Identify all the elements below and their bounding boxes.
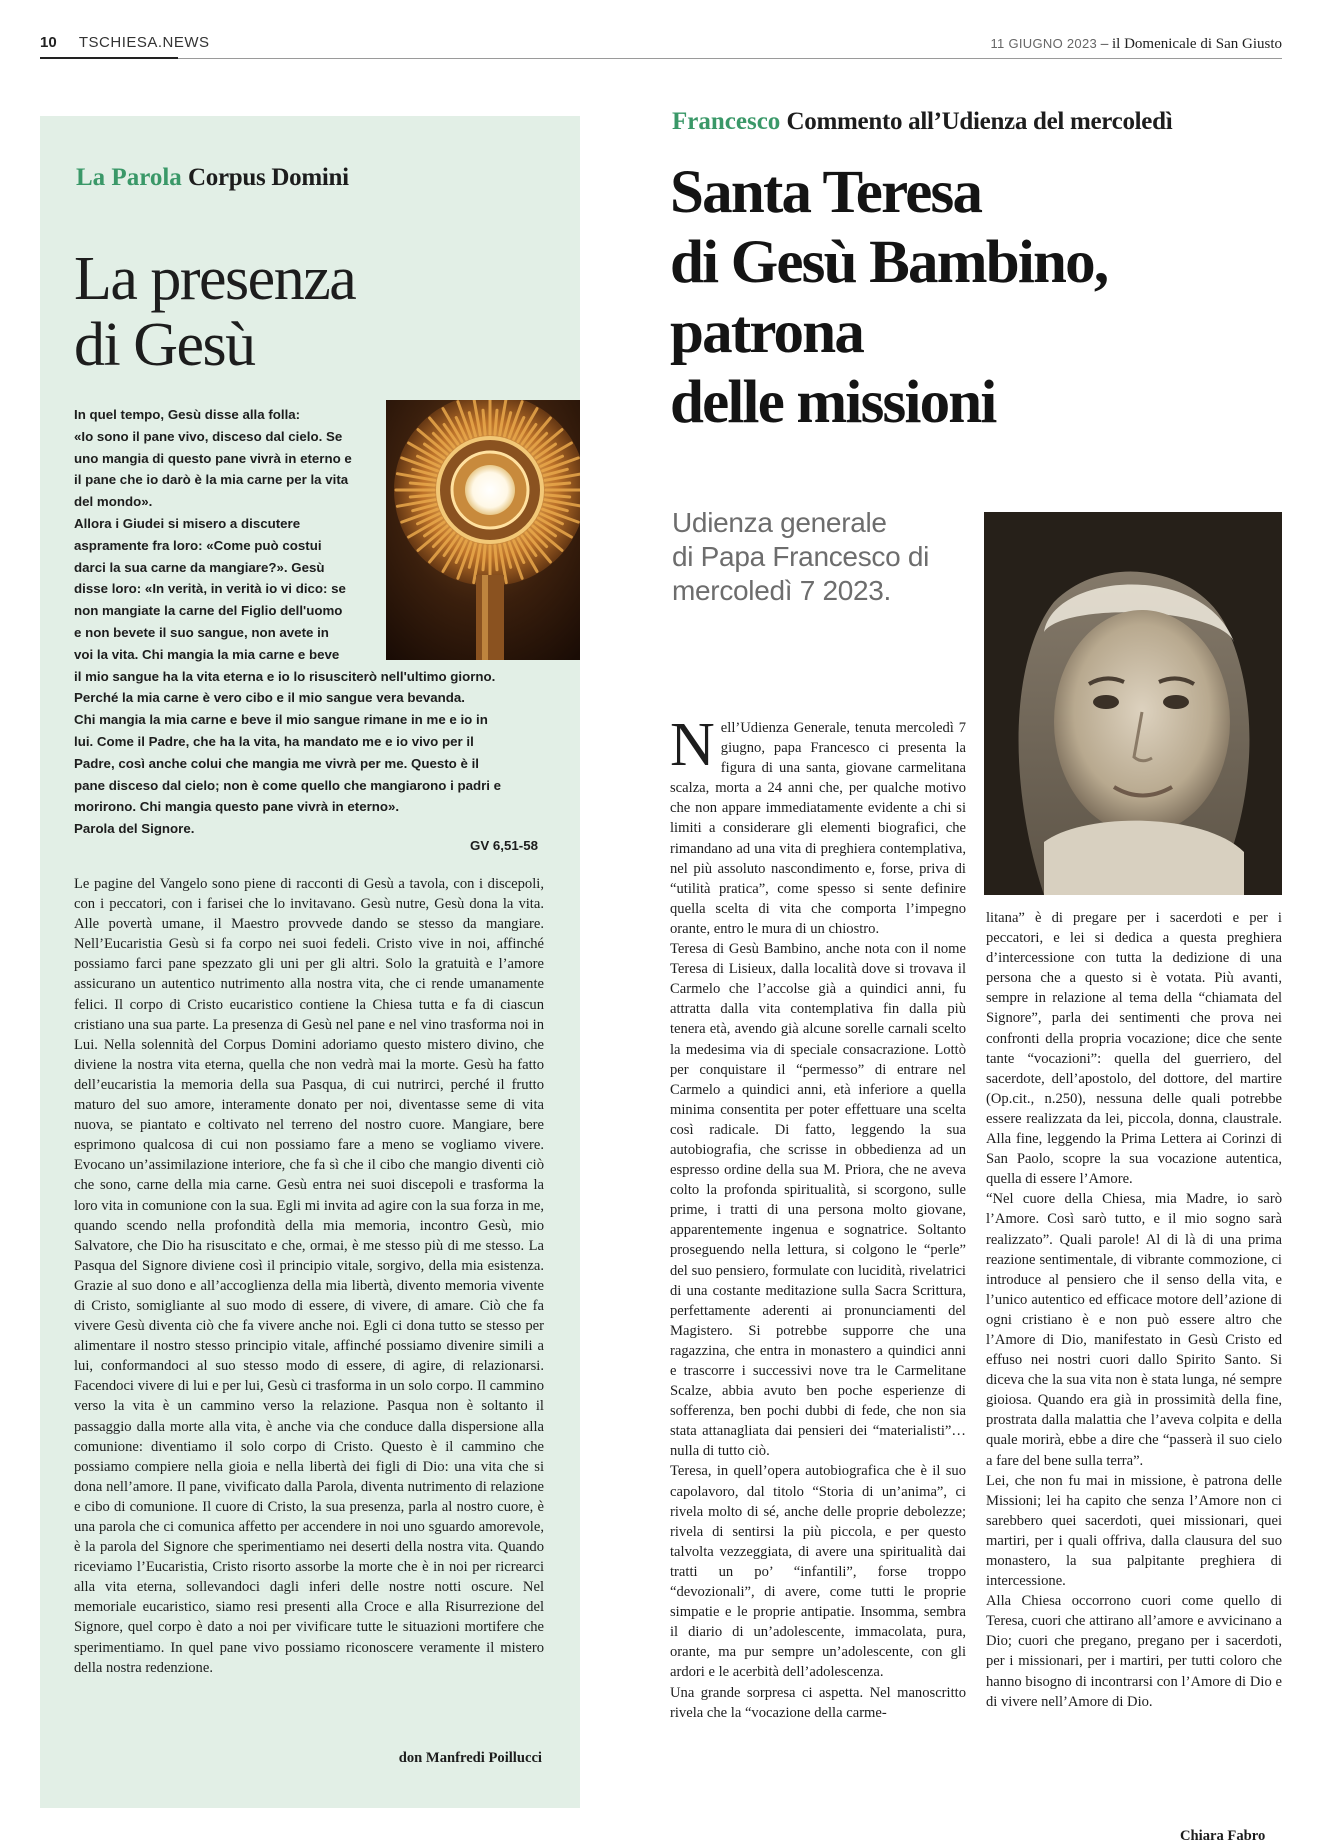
subtitle-line: di Papa Francesco di (672, 541, 930, 572)
left-headline-line1: La presenza (74, 245, 356, 313)
article-paragraph: Teresa di Gesù Bambino, anche nota con il nome Teresa di Lisieux, dalla località dove si trovava il Carmelo che l’accolse già a quindici anni, fu attratta dalla vita contemplativa fin dalla più tenera età, avendo già alcune sorelle carnali scelto la medesima via di speciale consacrazione. Lottò per conquistare il “permesso” di entrare nel Carmelo a quindici anni, età inferiore a quella minima consentita per poter effettuare una scelta così radicale. Di fatto, leggendo la sua autobiografia, che scrisse in obbedienza ad un espresso ordine della sua M. Priora, che ne aveva colto la profonda spiritualità, si scorgono, sulle prime, i tratti di una persona molto giovane, apparentemente ingenua e sognatrice. Soltanto proseguendo nella lettura, si colgono le “perle” del suo pensiero, formulate con lucidità, rivelatrici di una costante meditazione sulla Sacra Scrittura, perfettamente aderenti ai pronunciamenti del Magistero. Si potrebbe supporre che una ragazzina, che entra in monastero a quindici anni e trascorre i successivi nove tra le Carmelitane Scalze, abbia avuto ben poche esperienze di sofferenza, ben pochi dubbi di fede, che non sia stata attanagliata dai pensieri dei “materialisti”…nulla di tutto ciò. (670, 941, 966, 1460)
header-separator: – (1097, 36, 1113, 52)
header-rule-accent (40, 57, 178, 59)
gospel-line: del mondo». (74, 494, 153, 510)
gospel-line: il mio sangue ha la vita eterna e io lo risusciterò nell'ultimo giorno. (74, 668, 496, 684)
right-headline-line: delle missioni (670, 369, 996, 436)
drop-cap: N (670, 711, 715, 779)
right-headline (670, 158, 1107, 438)
article-paragraph: Teresa, in quell’opera autobiografica che è il suo capolavoro, dal titolo “Storia di un’anima”, ci rivela molto di sé, anche delle proprie debolezze; rivela di sentirsi la più piccola, e per questo talvolta vezzeggiata, di avere una spiritualità dai tratti un po’ “infantili”, forse troppo “devozionali”, di avere, come tutti le proprie simpatie e le proprie antipatie. Insomma, sembra il diario di un’adolescente, immacolata, pura, orante, ma pur sempre un’adolescente, con gli ardori e le acerbità dell’adolescenza. (670, 1463, 966, 1681)
gospel-line: In quel tempo, Gesù disse alla folla: (74, 407, 301, 422)
article-first-paragraph: ell’Udienza Generale, tenuta mercoledì 7 giugno, papa Francesco ci presenta la figura di una santa, giovane carmelitana scalza, morta a 24 anni che, per qualche motivo che non appare immediatamente evidente a chi si limiti a considerare gli elementi biografici, che rimandano ad una vita di preghiera contemplativa, nel più assoluto nascondimento e, forse, priva di “utilità pratica”, come spesso si sente definire quella scelta di vita che comporta l’impegno orante, entro le mura di un chiostro. (670, 720, 966, 937)
left-kicker-topic: Corpus Domini (188, 164, 349, 191)
article-column-1 (670, 711, 966, 1723)
page-header-right (990, 36, 1282, 53)
gospel-line: uno mangia di questo pane vivrà in eterno e (74, 450, 352, 466)
portrait-icon (984, 512, 1282, 895)
gospel-line: aspramente fra loro: «Come può costui (74, 537, 322, 553)
article-paragraph (670, 711, 966, 939)
left-author: don Manfredi Poillucci (398, 1750, 542, 1766)
header-rule (40, 58, 1282, 59)
right-kicker (672, 108, 1172, 136)
page-number: 10 (40, 34, 57, 51)
subtitle-line: mercoledì 7 2023. (672, 575, 892, 606)
left-commentary: Le pagine del Vangelo sono piene di racconti di Gesù a tavola, con i discepoli, con i peccatori, con i farisei che lo invitavano. Gesù nutre, Gesù dona la vita. Alle povertà umane, il Maestro provvede dando se stesso da mangiare. Nell’Eucaristia Gesù si fa corpo nei suoi fedeli. Cristo vive in noi, affinché possiamo farci pane spezzato gli uni per gli altri. Solo la gratuità e l’amore assicurano un autentico nutrimento alla nostra vita, che ci rende umanamente felici. Il corpo di Cristo eucaristico contiene la Chiesa tutta e fa di ciascun cristiano una sua parte. La presenza di Gesù nel pane e nel vino trasforma noi in Lui. Nella solennità del Corpus Domini adoriamo questo mistero divino, che diviene la nostra vita eterna, quella che non vedrà mai la morte. Gesù ha fatto dell’eucaristia la memoria della sua Pasqua, di cui nutrirci, perché il frutto maturo del suo amore, interamente donato per noi, diventasse seme di vita nuova, se piantato e coltivato nel terreno del nostro cuore. Mangiare, bere esprimono qualcosa di cui non possiamo fare a meno se vogliamo vivere. Evocano un’assimilazione interiore, che fa sì che il cibo che mangio diventi ciò che sono, carne della mia carne. Gesù entra nei suoi discepoli e trasforma la loro vita in comunione con la sua. Egli mi invita ad agire con la sua forza in me, quando scendo nella profondità della mia memoria, incontro Gesù, mio Salvatore, che Dio ha risuscitato e che, ormai, è me stesso più di me stesso. La Pasqua del Signore diviene così il principio vitale, sorgivo, della mia esistenza. Grazie al suo dono e all’accoglienza della mia libertà, divento memoria vivente di Cristo, somigliante al suo modo di essere, di vivere, di amare. Ciò che fa vivere Gesù diventa ciò che fa vivere anche noi. Egli ci dona tutto se stesso per alimentare il nostro stesso principio vitale, affinché possiamo divenire simili a lui, conformandoci al suo stesso modo di essere, di agire, di relazionarsi. Facendoci vivere di lui e per lui, Gesù ci trasforma in un solo corpo. Il cammino verso la vita è un cammino verso la relazione. Pasqua non è soltanto il passaggio dalla morte alla vita, è anche via che conduce dalla dispersione alla comunione: diventiamo il solo corpo di Cristo. Questo è il cammino che possiamo compiere nella gioia e nella libertà dei figli di Dio: una vita che si dona nell’amore. Il pane, vivificato dalla Parola, diventa nutrimento di relazione e cibo di comunione. Il cuore di Cristo, la sua presenza, parla al nostro cuore, è una parola che ci comunica affetto per accendere in noi uno sguardo amorevole, è la parola del Signore che sperimentiamo nei deserti della nostra vita. Quando riceviamo l’Eucaristia, Cristo risorto assorbe la morte che è in noi per ricrearci alla vita eterna, sollevandoci dagli inferi delle nostre notti oscure. Nel memoriale eucaristico, siamo resi presenti alla Croce e alla Risurrezione del Signore, quel corpo è dato a noi per vivificare tutte le situazioni mortifere che sperimentiamo. In quel pane vivo possiamo riconoscere veramente il mistero della nostra redenzione. (74, 876, 544, 1676)
right-headline-line: di Gesù Bambino, (670, 229, 1108, 296)
gospel-line: pane disceso dal cielo; non è come quello che mangiarono i padri e (74, 777, 502, 793)
gospel-line: Chi mangia la mia carne e beve il mio sangue rimane in me e io in (74, 712, 488, 728)
gospel-line: lui. Come il Padre, che ha la vita, ha mandato me e io vivo per il (74, 733, 474, 749)
left-headline (74, 246, 355, 378)
right-subtitle (672, 506, 929, 608)
gospel-line: Parola del Signore. (74, 821, 195, 837)
right-kicker-section: Francesco (672, 108, 781, 135)
article-column-2 (986, 908, 1282, 1712)
gospel-text (74, 404, 550, 840)
right-author: Chiara Fabro (1180, 1828, 1266, 1844)
gospel-line: morirono. Chi mangia questo pane vivrà in eterno». (74, 799, 400, 815)
gospel-line: «Io sono il pane vivo, disceso dal cielo. Se (74, 428, 343, 444)
gospel-line: voi la vita. Chi mangia la mia carne e beve (74, 646, 340, 662)
site-name: TSCHIESA.NEWS (78, 34, 210, 51)
gospel-line: Allora i Giudei si misero a discutere (74, 515, 301, 531)
teresa-portrait (984, 512, 1282, 895)
right-headline-line: patrona (670, 299, 864, 366)
gospel-line: Padre, così anche colui che mangia me vivrà per me. Questo è il (74, 755, 479, 771)
gospel-reference: GV 6,51-58 (470, 838, 539, 853)
left-headline-line2: di Gesù (74, 311, 255, 379)
right-headline-line: Santa Teresa (670, 159, 982, 226)
article-paragraph: “Nel cuore della Chiesa, mia Madre, io sarò l’Amore. Così sarò tutto, e il mio sogno sarà realizzato”. Quali parole! Al di là di una prima reazione sentimentale, di vibrante commozione, ci introduce al pensiero che il senso della vita, e l’unico autentico ed efficace motore dell’azione di ogni cristiano è e non può essere altro che l’Amore di Dio, manifestato in Gesù Cristo ed effuso nei nostri cuori dallo Spirito Santo. Si diceva che la sua vita non è stata lunga, né sempre gioiosa. Quando era già in prossimità della fine, prostrata dalla malattia che l’aveva colpita e della quale morirà, ebbe a dire che “passerà il suo cielo a fare del bene sulla terra”. (986, 1191, 1282, 1469)
gospel-line: Perché la mia carne è vero cibo e il mio sangue vera bevanda. (74, 690, 465, 706)
gospel-line: darci la sua carne da mangiare?». Gesù (74, 559, 325, 575)
article-paragraph: litana” è di pregare per i sacerdoti e per i peccatori, e lei si dedica a questa preghiera d’intercessione con tutta la dedizione di una persona che a questo si è votata. Più avanti, sempre in relazione al tema della “chiamata del Signore”, parla dei sentimenti che prova nei confronti della propria vocazione; dice che sente tante “vocazioni”: quella del guerriero, del sacerdote, dell’apostolo, del dottore, del martire (Op.cit., n.250), nessuna delle quali potrebbe essere realizzata da lei, piccola, donna, claustrale. Alla fine, leggendo la Prima Lettera ai Corinzi di San Paolo, scopre la sua vocazione autentica, quella di essere l’Amore. (986, 910, 1282, 1188)
gospel-line: disse loro: «In verità, in verità io vi dico: se (74, 581, 346, 597)
article-paragraph: Lei, che non fu mai in missione, è patrona delle Missioni; lei ha capito che senza l’Amore non ci sarebbero quei sacerdoti, quei missionari, quei martiri, per i quali offriva, dalla clausura del suo monastero, la sua palpitante preghiera di intercessione. (986, 1472, 1282, 1590)
page-header-left (40, 34, 210, 56)
left-kicker-section: La Parola (76, 164, 182, 191)
gospel-line: non mangiate la carne del Figlio dell'uomo (74, 603, 343, 619)
article-paragraph: Alla Chiesa occorrono cuori come quello di Teresa, cuori che attirano all’amore e avvicinano a Dio; cuori che pregano, pregano per i sacerdoti, per i missionari, per i martiri, per tutti coloro che hanno bisogno di incontrarsi con l’Amore di Dio e di vivere nell’Amore di Dio. (986, 1593, 1282, 1710)
issue-date: 11 GIUGNO 2023 (990, 36, 1098, 51)
right-kicker-topic: Commento all’Udienza del mercoledì (786, 108, 1173, 135)
gospel-line: e non bevete il suo sangue, non avete in (74, 624, 329, 640)
publication-name: il Domenicale di San Giusto (1112, 36, 1282, 52)
left-kicker (76, 164, 349, 192)
gospel-line: il pane che io darò è la mia carne per la vita (74, 472, 349, 488)
article-paragraph: Una grande sorpresa ci aspetta. Nel manoscritto rivela che la “vocazione della carme- (670, 1684, 966, 1721)
subtitle-line: Udienza generale (672, 507, 887, 538)
